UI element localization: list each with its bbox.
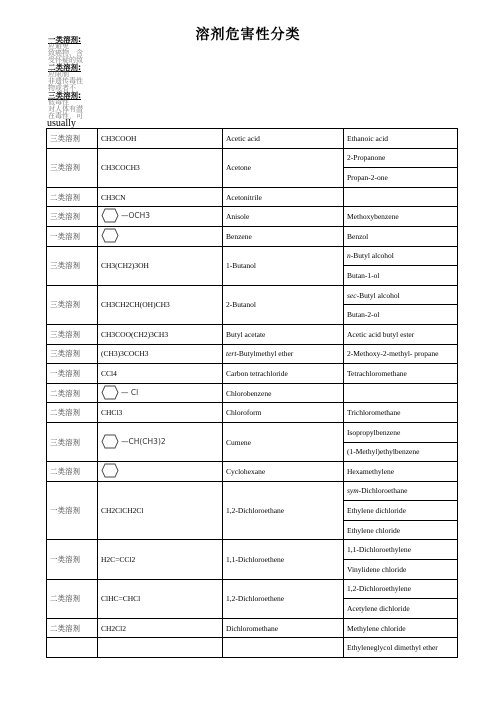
solvent-table xyxy=(46,128,458,658)
substituent-label: —CH(CH3)2 xyxy=(121,436,166,446)
synonym-cell: 2-Propanone xyxy=(344,148,458,168)
hazard-class-cell: 三类溶剂 xyxy=(47,324,98,344)
formula-cell xyxy=(98,207,223,227)
hazard-class-cell: 二类溶剂 xyxy=(47,579,98,618)
formula-cell: (CH3)3COCH3 xyxy=(98,344,223,364)
solvent-name-cell: Cumene xyxy=(223,422,344,461)
substituent-label: — Cl xyxy=(121,387,139,397)
benzene-ring-icon xyxy=(101,434,119,449)
table-row xyxy=(47,129,458,149)
hazard-class-cell: 一类溶剂 xyxy=(47,226,98,246)
table-row xyxy=(47,618,458,638)
formula-cell: CH3COCH3 xyxy=(98,148,223,187)
structure-drawing xyxy=(101,385,138,400)
hazard-class-cell: 一类溶剂 xyxy=(47,540,98,579)
synonym-cell xyxy=(344,383,458,403)
solvent-name-cell: Acetonitrile xyxy=(223,187,344,207)
legend-description: 低毒性 xyxy=(48,98,69,106)
legend-description: 对人体有潜 xyxy=(48,105,83,113)
solvent-name-cell: 2-Butanol xyxy=(223,285,344,324)
hazard-class-cell: 一类溶剂 xyxy=(47,481,98,540)
structure-drawing xyxy=(101,208,150,223)
table-row xyxy=(47,579,458,599)
formula-cell: ClHC=CHCl xyxy=(98,579,223,618)
table-row xyxy=(47,148,458,168)
formula-cell: CH3(CH2)3OH xyxy=(98,246,223,285)
formula-cell: CH3CN xyxy=(98,187,223,207)
legend-description: 应限制 xyxy=(48,70,69,78)
solvent-name-cell: Carbon tetrachloride xyxy=(223,364,344,384)
table-row xyxy=(47,481,458,501)
benzene-ring-icon xyxy=(101,385,119,400)
legend-description: 物或者不 xyxy=(48,84,76,92)
hazard-class-cell: 二类溶剂 xyxy=(47,618,98,638)
hazard-class-cell: 三类溶剂 xyxy=(47,285,98,324)
hazard-class-cell: 二类溶剂 xyxy=(47,187,98,207)
table-row xyxy=(47,246,458,266)
solvent-name-cell xyxy=(223,638,344,658)
synonym-cell: sym-Dichloroethane xyxy=(344,481,458,501)
hazard-class-cell: 三类溶剂 xyxy=(47,246,98,285)
synonym-cell: Acetic acid butyl ester xyxy=(344,324,458,344)
solvent-name-cell: Benzene xyxy=(223,226,344,246)
synonym-cell: Propan-2-one xyxy=(344,168,458,188)
legend-description: 致癌物、含 xyxy=(48,49,83,57)
formula-cell: CH2ClCH2Cl xyxy=(98,481,223,540)
solvent-name-cell: 1,2-Dichloroethane xyxy=(223,481,344,540)
solvent-name-cell: Cyclohexane xyxy=(223,462,344,482)
hazard-class-legend xyxy=(48,36,100,124)
structure-drawing xyxy=(101,228,119,243)
synonym-cell: Tetrachloromethane xyxy=(344,364,458,384)
solvent-name-cell: Butyl acetate xyxy=(223,324,344,344)
synonym-cell: sec-Butyl alcohol xyxy=(344,285,458,305)
table-row xyxy=(47,383,458,403)
formula-cell: CHCl3 xyxy=(98,403,223,423)
formula-cell: H2C=CCl2 xyxy=(98,540,223,579)
formula-cell: CH3CH2CH(OH)CH3 xyxy=(98,285,223,324)
synonym-cell: Methoxybenzene xyxy=(344,207,458,227)
solvent-name-cell: Acetic acid xyxy=(223,129,344,149)
synonym-cell: Ethyleneglycol dimethyl ether xyxy=(344,638,458,658)
synonym-cell: Hexamethylene xyxy=(344,462,458,482)
substituent-label: —OCH3 xyxy=(121,211,151,221)
table-row xyxy=(47,540,458,560)
structure-drawing xyxy=(101,463,119,478)
synonym-cell: Ethylene chloride xyxy=(344,520,458,540)
formula-cell xyxy=(98,383,223,403)
synonym-cell xyxy=(344,187,458,207)
formula-cell: CCl4 xyxy=(98,364,223,384)
formula-cell: CH3COO(CH2)3CH3 xyxy=(98,324,223,344)
synonym-cell: n-Butyl alcohol xyxy=(344,246,458,266)
synonym-cell: Benzol xyxy=(344,226,458,246)
solvent-name-cell: 1,1-Dichloroethene xyxy=(223,540,344,579)
solvent-name-cell: Acetone xyxy=(223,148,344,187)
solvent-name-cell: Anisole xyxy=(223,207,344,227)
synonym-cell: 1,1-Dichloroethylene xyxy=(344,540,458,560)
solvent-name-cell: Chloroform xyxy=(223,403,344,423)
hazard-class-cell: 三类溶剂 xyxy=(47,207,98,227)
table-row xyxy=(47,226,458,246)
hazard-class-cell: 二类溶剂 xyxy=(47,462,98,482)
usually-note: usually xyxy=(47,118,76,129)
hazard-class-cell: 三类溶剂 xyxy=(47,148,98,187)
legend-description: 在毒性，可 xyxy=(48,112,83,120)
formula-cell xyxy=(98,226,223,246)
formula-cell xyxy=(98,422,223,461)
benzene-ring-icon xyxy=(101,208,119,223)
synonym-cell: Methylene chloride xyxy=(344,618,458,638)
table-row xyxy=(47,403,458,423)
synonym-cell: Butan-2-ol xyxy=(344,305,458,325)
legend-class-label: 一类溶剂: xyxy=(48,36,81,44)
table-row xyxy=(47,462,458,482)
synonym-cell: Butan-1-ol xyxy=(344,266,458,286)
solvent-name-cell: 1-Butanol xyxy=(223,246,344,285)
table-row xyxy=(47,207,458,227)
formula-cell: CH2Cl2 xyxy=(98,618,223,638)
table-row xyxy=(47,285,458,305)
synonym-cell: Vinylidene chloride xyxy=(344,560,458,580)
hazard-class-cell: 一类溶剂 xyxy=(47,364,98,384)
legend-class-label: 三类溶剂: xyxy=(48,91,81,100)
formula-cell xyxy=(98,638,223,658)
table-row xyxy=(47,324,458,344)
hazard-class-cell: 三类溶剂 xyxy=(47,129,98,149)
synonym-cell: Ethanoic acid xyxy=(344,129,458,149)
structure-drawing xyxy=(101,434,166,449)
table-row xyxy=(47,638,458,658)
hazard-class-cell xyxy=(47,638,98,658)
legend-class-label: 二类溶剂: xyxy=(48,63,81,72)
formula-cell xyxy=(98,462,223,482)
synonym-cell: Isopropylbenzene xyxy=(344,422,458,442)
hazard-class-cell: 三类溶剂 xyxy=(47,344,98,364)
solvent-name-cell: Chlorobenzene xyxy=(223,383,344,403)
synonym-cell: Acetylene dichloride xyxy=(344,599,458,619)
benzene-ring-icon xyxy=(101,463,119,478)
solvent-name-cell: Dichloromethane xyxy=(223,618,344,638)
hazard-class-cell: 三类溶剂 xyxy=(47,422,98,461)
synonym-cell: 2-Methoxy-2-methyl- propane xyxy=(344,344,458,364)
synonym-cell: 1,2-Dichloroethylene xyxy=(344,579,458,599)
table-row xyxy=(47,187,458,207)
synonym-cell: (1-Methyl)ethylbenzene xyxy=(344,442,458,462)
page-title: 溶剂危害性分类 xyxy=(195,27,301,43)
synonym-cell: Ethylene dichloride xyxy=(344,501,458,521)
table-row xyxy=(47,422,458,442)
benzene-ring-icon xyxy=(101,228,119,243)
synonym-cell: Trichloromethane xyxy=(344,403,458,423)
legend-description: 应避免 xyxy=(48,42,69,50)
table-row xyxy=(47,364,458,384)
hazard-class-cell: 二类溶剂 xyxy=(47,383,98,403)
legend-description: 受怀疑的致 xyxy=(48,56,83,64)
legend-description: 非遗传毒性 xyxy=(48,77,83,85)
solvent-name-cell: 1,2-Dichloroethene xyxy=(223,579,344,618)
table-row xyxy=(47,344,458,364)
solvent-name-cell: tert-Butylmethyl ether xyxy=(223,344,344,364)
formula-cell: CH3COOH xyxy=(98,129,223,149)
hazard-class-cell: 二类溶剂 xyxy=(47,403,98,423)
